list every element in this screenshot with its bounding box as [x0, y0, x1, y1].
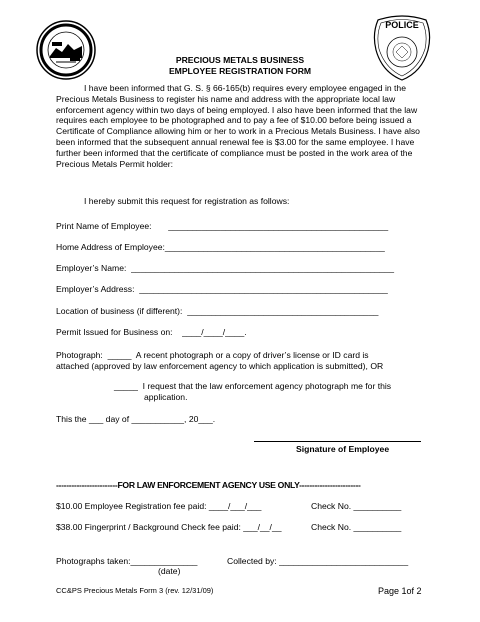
- photograph-field-note: attached (approved by law enforcement agency to which application is submitted), OR: [56, 361, 384, 371]
- check-no-field-1[interactable]: Check No. __________: [311, 501, 402, 511]
- collected-by-field[interactable]: Collected by: ___________________________: [227, 556, 409, 566]
- form-id: CC&PS Precious Metals Form 3 (rev. 12/31/09): [56, 586, 214, 595]
- police-badge-text: POLICE: [385, 20, 419, 30]
- business-location-field[interactable]: Location of business (if different): ________________________________________: [56, 306, 379, 316]
- print-name-field[interactable]: Print Name of Employee: ______________________________________________: [56, 221, 389, 231]
- law-enforcement-divider: ------------------------FOR LAW ENFORCEMENT AGENCY USE ONLY------------------------: [56, 480, 361, 490]
- form-title-line2: EMPLOYEE REGISTRATION FORM: [168, 66, 312, 76]
- date-caption: (date): [158, 566, 181, 576]
- submit-line: I hereby submit this request for registration as follows:: [84, 196, 290, 206]
- employer-address-field[interactable]: Employer’s Address: ____________________________________________________: [56, 284, 388, 294]
- photographs-taken-field[interactable]: Photographs taken:______________: [56, 556, 198, 566]
- registration-fee-field[interactable]: $10.00 Employee Registration fee paid: ____/___/___: [56, 501, 262, 511]
- signature-label: Signature of Employee: [296, 444, 390, 454]
- request-photo-note: application.: [144, 392, 188, 402]
- fingerprint-fee-field[interactable]: $38.00 Fingerprint / Background Check fee paid: ___/__/__: [56, 522, 282, 532]
- home-address-field[interactable]: Home Address of Employee:______________________________________________: [56, 242, 385, 252]
- request-photo-field[interactable]: _____ I request that the law enforcement agency photograph me for this: [114, 381, 392, 391]
- form-title-line1: PRECIOUS METALS BUSINESS: [175, 55, 305, 65]
- page-number: Page 1of 2: [378, 586, 422, 596]
- intro-paragraph-text: I have been informed that G. S. § 66-165(b) requires every employee engaged in the Precious Metals Business to register his name and address with the appropriate local law enforcement agency within two days of being employed. I also have been informed that the law requires each employee to be photographed and to pay a fee of $10.00 before being issued a Certificate of Compliance allowing him or her to work in a Precious Metals Business. I have also been informed that the subsequent annual renewal fee is $3.00 for the same employee. I have further been informed that the certificate of compliance must be posted in the work area of the Precious Metals Permit holder:: [56, 83, 420, 169]
- permit-issued-field[interactable]: Permit Issued for Business on: ____/____/____.: [56, 327, 247, 337]
- photograph-field[interactable]: Photograph: _____ A recent photograph or a copy of driver’s license or ID card is: [56, 350, 369, 360]
- date-field[interactable]: This the ___ day of ___________, 20___.: [56, 414, 216, 424]
- signature-line[interactable]: [254, 441, 421, 442]
- check-no-field-2[interactable]: Check No. __________: [311, 522, 402, 532]
- employer-name-field[interactable]: Employer’s Name: _______________________________________________________: [56, 263, 395, 273]
- intro-paragraph: [56, 83, 428, 169]
